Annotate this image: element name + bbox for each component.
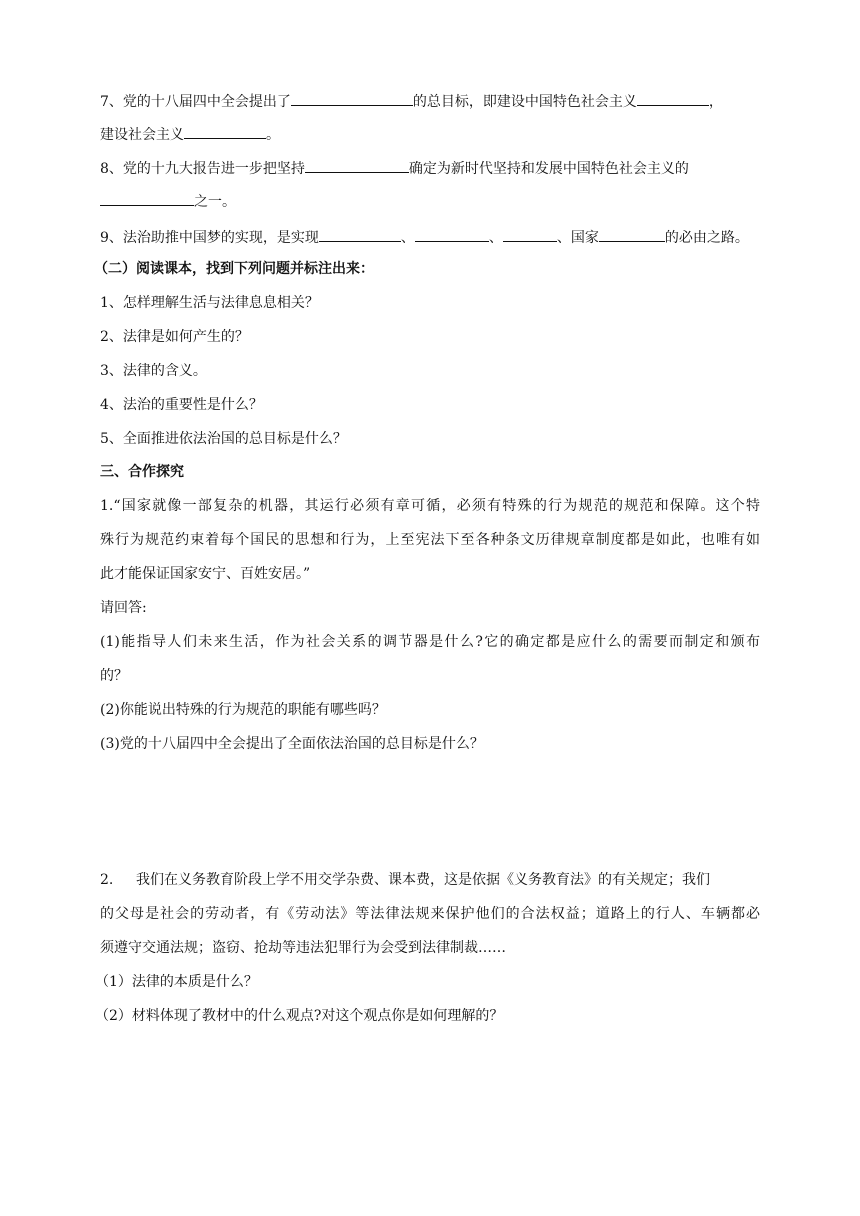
explore-p1-q3: (3)党的十八届四中全会提出了全面依法治国的总目标是什么？: [100, 736, 484, 752]
explore-p1-line2: 殊行为规范约束着每个国民的思想和行为，上至宪法下至各种条文历律规章制度都是如此，也唯有如: [100, 532, 760, 548]
q7-text-d: 建设社会主义: [100, 127, 184, 143]
reading-item-5: 5、全面推进依法治国的总目标是什么？: [100, 431, 347, 447]
explore-p1-q2: (2)你能说出特殊的行为规范的职能有哪些吗？: [100, 702, 386, 718]
q8-blank-2[interactable]: [100, 190, 194, 206]
q7-blank-3[interactable]: [184, 123, 266, 139]
explore-heading: 三、合作探究: [100, 464, 184, 480]
q8-text-b: 确定为新时代坚持和发展中国特色社会主义的: [408, 161, 689, 177]
reading-item-2: 2、法律是如何产生的？: [100, 329, 249, 345]
reading-heading: （二）阅读课本，找到下列问题并标注出来：: [94, 261, 374, 277]
q9-blank-4[interactable]: [599, 226, 665, 242]
reading-item-4: 4、法治的重要性是什么？: [100, 397, 263, 413]
explore-p2-line1-text: 我们在义务教育阶段上学不用交学杂费、课本费，这是依据《义务教育法》的有关规定；我们: [136, 872, 710, 888]
q9-text-a: 9、法治助推中国梦的实现，是实现: [100, 230, 319, 246]
q7-text-a: 7、党的十八届四中全会提出了: [100, 94, 291, 110]
q9-sep-2: 、: [488, 230, 503, 246]
q8-line2: [100, 190, 236, 212]
explore-p2-number: 2.: [100, 872, 114, 888]
reading-item-1: 1、怎样理解生活与法律息息相关？: [100, 295, 319, 311]
q8-line1: [100, 157, 689, 179]
q8-text-a: 8、党的十九大报告进一步把坚持: [100, 161, 305, 177]
q7-line1: [100, 90, 723, 112]
q9-sep-3: 、国家: [556, 230, 599, 246]
explore-p1-q1-line2: 的？: [100, 668, 128, 684]
q8-text-c: 之一。: [194, 194, 236, 210]
q7-line2: [100, 123, 280, 145]
q7-text-b: 的总目标，即建设中国特色社会主义: [412, 94, 637, 110]
explore-p1-prompt: 请回答:: [100, 600, 147, 616]
explore-p1-line3: 此才能保证国家安宁、百姓安居。”: [100, 566, 311, 582]
reading-item-3: 3、法律的含义。: [100, 363, 207, 379]
q7-blank-1[interactable]: [291, 90, 413, 106]
q9-blank-2[interactable]: [415, 226, 489, 242]
explore-p2-line2: 的父母是社会的劳动者，有《劳动法》等法律法规来保护他们的合法权益；道路上的行人、车辆都必: [100, 906, 760, 922]
explore-p1-line1: 1.“国家就像一部复杂的机器，其运行必须有章可循，必须有特殊的行为规范的规范和保障。这个特: [100, 498, 760, 514]
q9-blank-3[interactable]: [503, 226, 557, 242]
q9-sep-1: 、: [400, 230, 415, 246]
q7-text-e: 。: [266, 127, 280, 143]
explore-p2-line1: [100, 870, 710, 890]
explore-p1-q1-line1: (1)能指导人们未来生活，作为社会关系的调节器是什么?它的确定都是应什么的需要而制定和颁布: [100, 634, 760, 650]
explore-p2-line3: 须遵守交通法规；盗窃、抢劫等违法犯罪行为会受到法律制裁……: [100, 940, 506, 956]
q9-line: [100, 226, 749, 248]
q9-text-end: 的必由之路。: [664, 230, 749, 246]
q7-blank-2[interactable]: [637, 90, 709, 106]
explore-p2-q1: （1）法律的本质是什么？: [95, 974, 258, 990]
q8-blank-1[interactable]: [305, 157, 409, 173]
q9-blank-1[interactable]: [319, 226, 401, 242]
q7-text-c: ，: [708, 94, 723, 110]
explore-p2-q2: （2）材料体现了教材中的什么观点?对这个观点你是如何理解的？: [95, 1008, 504, 1024]
